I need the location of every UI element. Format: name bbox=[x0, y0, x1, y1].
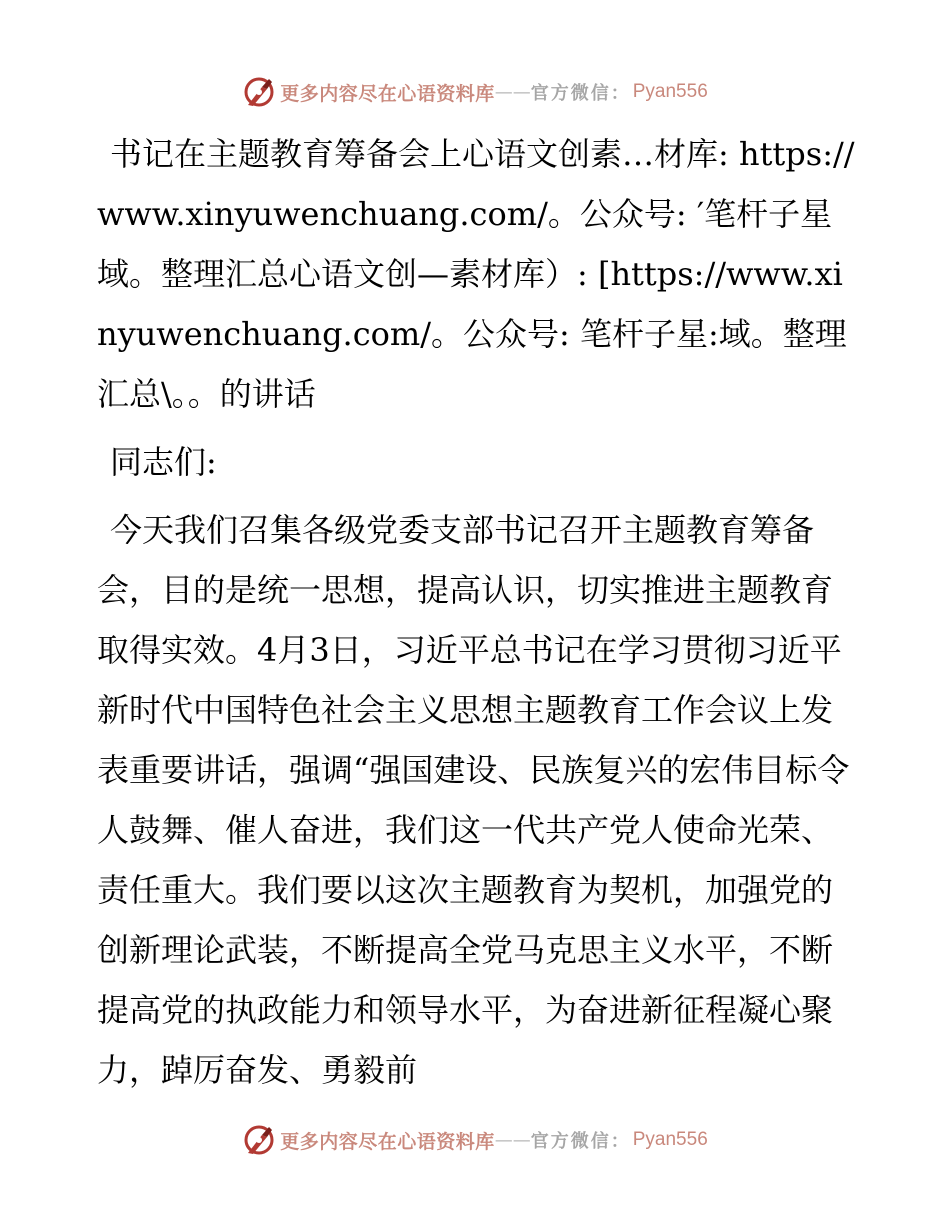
page-footer-banner bbox=[0, 1120, 950, 1160]
salutation: 同志们: bbox=[110, 443, 217, 481]
footer-slogan: 更多内容尽在心语资料库 bbox=[280, 1130, 495, 1153]
pen-logo-icon bbox=[242, 75, 276, 109]
page-header-banner bbox=[0, 72, 950, 112]
footer-wechat-label: 官方微信： bbox=[530, 1131, 631, 1152]
footer-separator: —— bbox=[494, 1129, 531, 1151]
header-separator: —— bbox=[494, 81, 531, 103]
header-wechat-id: Pyan556 bbox=[632, 81, 708, 102]
document-body bbox=[97, 124, 857, 1100]
document-title: 书记在主题教育筹备会上心语文创素…材库: https://www.xinyuwenchuang.com/。公众号: ′笔杆子星域。整理汇总心语文创—素材库）: [https://www.xinyuwenchuang.com/。公众号: 笔杆子星:域。整理汇总\。。的讲话 bbox=[97, 135, 855, 413]
body-paragraph: 今天我们召集各级党委支部书记召开主题教育筹备会，目的是统一思想，提高认识，切实推进主题教育取得实效。4月3日，习近平总书记在学习贯彻习近平新时代中国特色社会主义思想主题教育工作会议上发表重要讲话，强调“强国建设、民族复兴的宏伟目标令人鼓舞、催人奋进，我们这一代共产党人使命光荣、责任重大。我们要以这次主题教育为契机，加强党的创新理论武装，不断提高全党马克思主义水平，不断提高党的执政能力和领导水平，为奋进新征程凝心聚力，踔厉奋发、勇毅前 bbox=[97, 511, 850, 1089]
footer-wechat-id: Pyan556 bbox=[632, 1129, 708, 1150]
header-slogan: 更多内容尽在心语资料库 bbox=[280, 82, 495, 105]
pen-logo-icon bbox=[242, 1123, 276, 1157]
header-wechat-label: 官方微信： bbox=[530, 83, 631, 104]
